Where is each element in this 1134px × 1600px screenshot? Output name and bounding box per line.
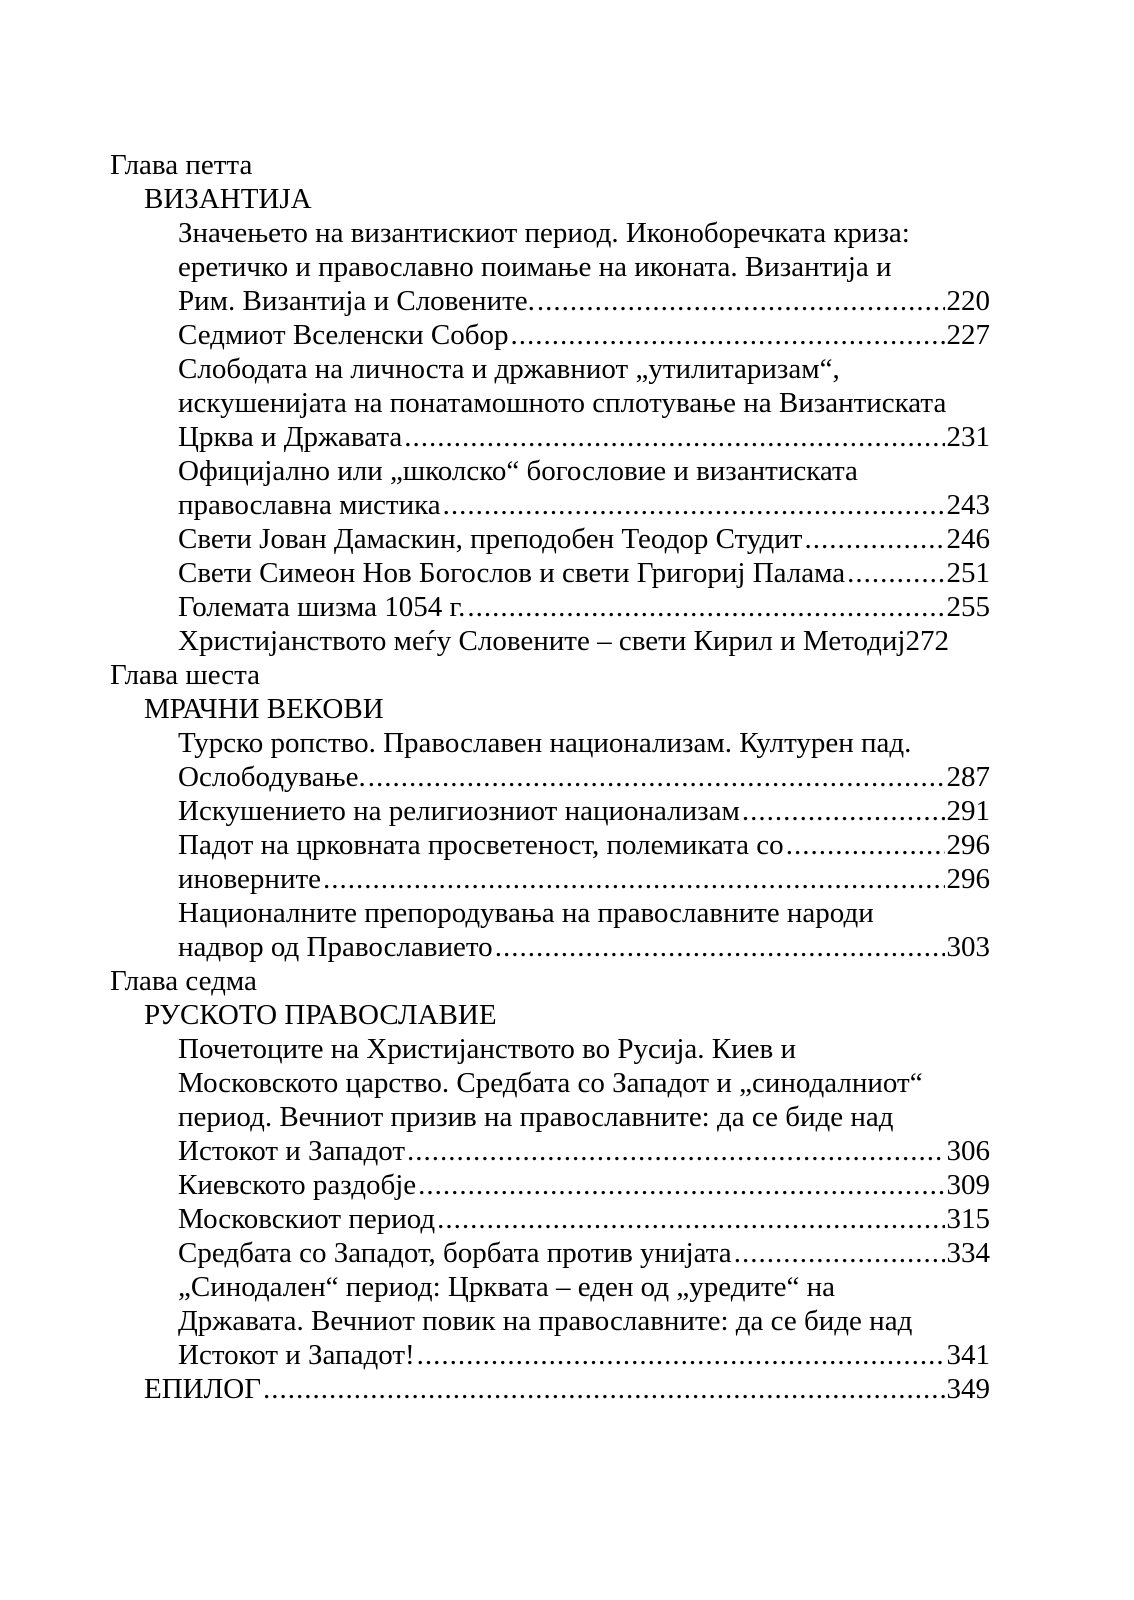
dot-leader [742,794,945,828]
toc-entry[interactable] [178,794,990,828]
page-number: 227 [946,319,990,351]
toc-entry-last-line [178,1202,990,1236]
page-number: 246 [946,523,990,555]
toc-entry-title: Искушението на религиозниот национализам [178,795,740,827]
toc-entry[interactable] [178,896,990,964]
toc-entry[interactable] [178,216,990,318]
toc-entry[interactable] [178,556,990,590]
toc-entry-last-line [178,522,990,556]
toc-entry-title: иноверните [178,863,322,895]
toc-entry-title: Седмиот Вселенски Собор [178,319,509,351]
toc-entry-title: Киевското раздобје [178,1169,417,1201]
page-number: 255 [946,591,990,623]
toc-entry-title: Истокот и Западот! [178,1339,415,1371]
toc-entry-title: Падот на црковната просветеност, полемиката со [178,829,784,861]
page-number: 296 [946,863,990,895]
toc-entry[interactable] [178,1168,990,1202]
toc-entry-line: Слободата на личноста и државниот „утилитаризам“, [178,353,840,385]
table-of-contents [110,148,990,1406]
page-number: 231 [946,421,990,453]
toc-entry-title: Средбата со Западот, борбата против унијата [178,1237,732,1269]
toc-entry[interactable] [178,1032,990,1168]
toc-entry-title: Ослободување. [178,761,366,793]
toc-entry-last-line [178,590,990,624]
dot-leader [734,1236,945,1270]
page-number: 272 [905,625,949,657]
toc-entry-last-line [178,318,990,352]
dot-leader [404,420,944,454]
dot-leader [407,1134,945,1168]
toc-entry-title: Истокот и Западот [178,1135,405,1167]
toc-entry[interactable] [178,1236,990,1270]
dot-leader [495,930,945,964]
toc-entry-last-line [178,624,990,658]
toc-entry-title: Големата шизма 1054 г. [178,591,466,623]
chapter-title: ВИЗАНТИЈА [144,183,312,215]
toc-entry-line: Националните препородувања на православните народи [178,897,874,929]
toc-entry[interactable] [178,1202,990,1236]
toc-entry-last-line [178,828,990,862]
dot-leader [417,1338,945,1372]
page-number: 315 [946,1203,990,1235]
dot-leader [467,590,944,624]
toc-entry-line: Почетоците на Христијанството во Русија. Киев и [178,1033,796,1065]
page-number: 291 [946,795,990,827]
toc-entry-title: Свети Јован Дамаскин, преподобен Теодор Студит [178,523,803,555]
dot-leader [510,318,944,352]
toc-entry[interactable] [178,726,990,794]
dot-leader [443,488,945,522]
toc-entry-last-line [178,556,990,590]
page-number: 296 [946,829,990,861]
toc-entry[interactable] [178,862,990,896]
toc-entry-line: Државата. Вечниот повик на православните: да се биде над [178,1305,913,1337]
toc-entry-last-line [178,1134,990,1168]
page-number: 251 [946,557,990,589]
page-number: 287 [946,761,990,793]
toc-entry-line: Официјално или „школско“ богословие и византиската [178,455,858,487]
dot-leader [786,828,945,862]
toc-entry-title: ЕПИЛОГ [144,1373,261,1405]
chapter-title: МРАЧНИ ВЕКОВИ [144,693,384,725]
toc-entry[interactable] [178,352,990,454]
toc-entry-line: Московското царство. Средбата со Западот и „синодалниот“ [178,1067,923,1099]
toc-entry-last-line [178,1338,990,1372]
toc-entry-title: надвор од Православието [178,931,493,963]
dot-leader [437,1202,944,1236]
toc-entry-last-line [178,284,990,318]
toc-entry-last-line [178,794,990,828]
toc-entry-title: Рим. Византија и Словените. [178,285,535,317]
page-number: 220 [946,285,990,317]
toc-entry-last-line [178,1168,990,1202]
toc-entry-title: православна мистика [178,489,441,521]
toc-entry-title: Црква и Државата [178,421,403,453]
toc-entry-title: Христијанството меѓу Словените – свети Кирил и Методиј [178,625,906,657]
toc-entry-line: Турско ропство. Православен национализам. Културен пад. [178,727,912,759]
page-number: 306 [946,1135,990,1167]
toc-entry[interactable] [178,522,990,556]
toc-entry-last-line [178,1236,990,1270]
toc-entry-last-line [178,760,990,794]
dot-leader [263,1372,945,1406]
chapter-label: Глава петта [110,149,253,181]
toc-entry[interactable] [178,828,990,862]
page-number: 341 [946,1339,990,1371]
page-number: 334 [946,1237,990,1269]
toc-entry-line: искушенијата на понатамошното сплотување на Византиската [178,387,947,419]
toc-entry[interactable] [178,590,990,624]
dot-leader [323,862,944,896]
toc-entry[interactable] [144,1372,990,1406]
toc-entry-title: Московскиот период [178,1203,436,1235]
dot-leader [368,760,945,794]
dot-leader [537,284,945,318]
toc-entry-last-line [178,420,990,454]
chapter-label: Глава седма [110,965,257,997]
page-number: 309 [946,1169,990,1201]
chapter-label: Глава шеста [110,659,261,691]
chapter-title: РУСКОТО ПРАВОСЛАВИЕ [144,999,497,1031]
toc-entry-title: Свети Симеон Нов Богослов и свети Григориј Палама [178,557,846,589]
dot-leader [418,1168,944,1202]
page-number: 243 [946,489,990,521]
toc-entry[interactable] [178,1270,990,1372]
toc-entry[interactable] [178,318,990,352]
toc-entry-last-line [178,488,990,522]
toc-entry-last-line [178,930,990,964]
toc-entry-line: период. Вечниот призив на православните: да се биде над [178,1101,894,1133]
toc-entry-line: „Синодален“ период: Црквата – еден од „уредите“ на [178,1271,836,1303]
toc-entry-last-line [144,1372,990,1406]
toc-entry-last-line [178,862,990,896]
dot-leader [804,522,944,556]
toc-entry[interactable] [178,454,990,522]
page-number: 349 [946,1373,990,1405]
toc-entry-line: еретичко и православно поимање на иконата. Византија и [178,251,892,283]
dot-leader [847,556,944,590]
toc-entry[interactable] [178,624,990,658]
page-number: 303 [946,931,990,963]
toc-entry-line: Значењето на византискиот период. Иконоборечката криза: [178,217,910,249]
